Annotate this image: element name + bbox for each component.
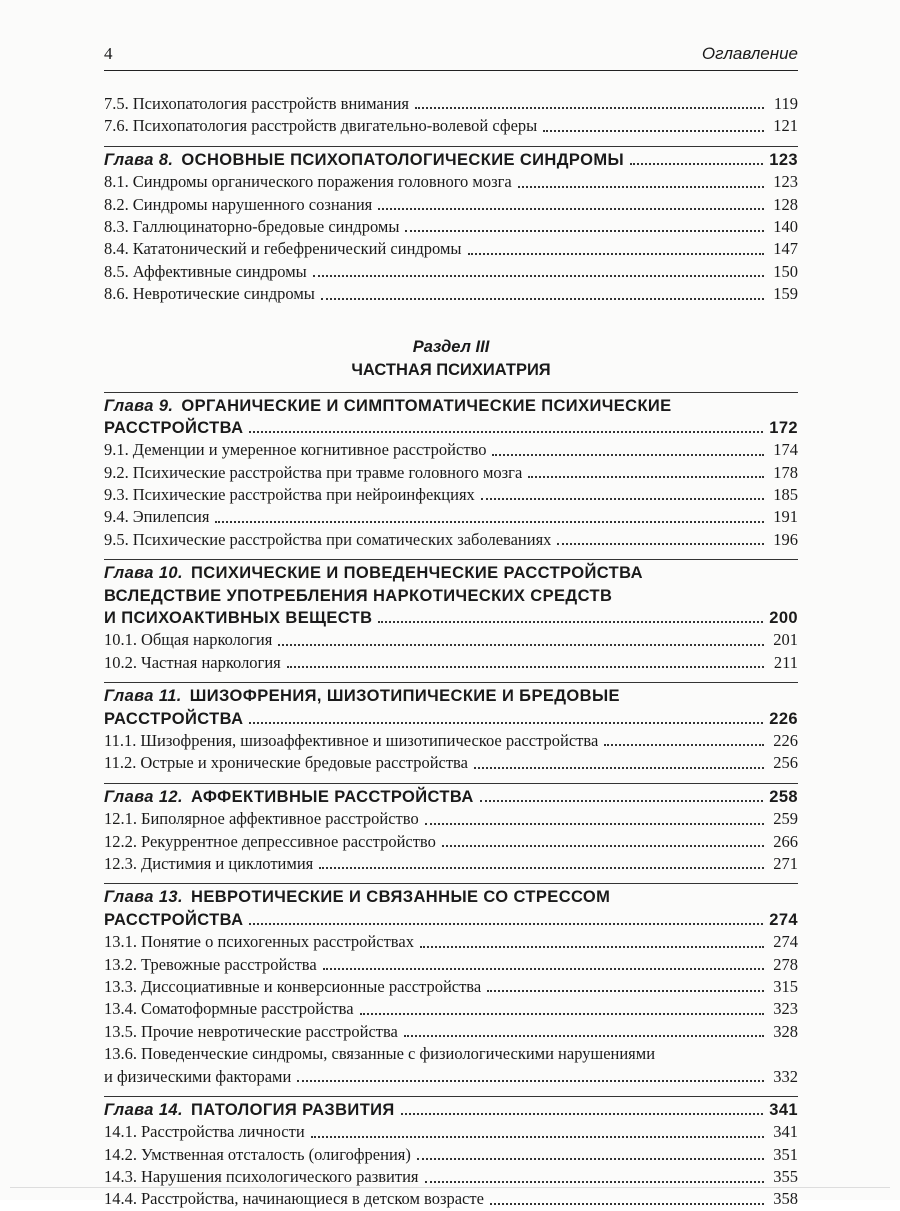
chapter-title-text: ШИЗОФРЕНИЯ, ШИЗОТИПИЧЕСКИЕ И БРЕДОВЫЕ	[189, 687, 620, 706]
toc-entry-number: 7.6.	[104, 116, 129, 136]
leader-dots	[480, 800, 764, 802]
toc-entry-page: 256	[773, 753, 798, 773]
header-rule	[104, 70, 798, 71]
chapter-title-last	[104, 607, 798, 629]
leader-dots	[405, 230, 764, 232]
toc-entry	[104, 831, 798, 853]
toc-entry-title: Эпилепсия	[132, 507, 210, 527]
chapter-label: Глава 13.	[104, 888, 183, 907]
toc-entry-title: Шизофрения, шизоаффективное и шизотипическое расстройства	[140, 731, 599, 751]
leader-dots	[313, 275, 764, 277]
toc-entry-number: 14.1.	[104, 1122, 137, 1142]
toc-entry-page: 150	[773, 261, 798, 281]
toc-entry-title: Нарушения психологического развития	[141, 1167, 419, 1187]
toc-entry	[104, 194, 798, 216]
chapter-block	[104, 392, 798, 552]
leader-dots	[323, 968, 764, 970]
toc-entry	[104, 629, 798, 651]
toc-entry-page: 278	[773, 954, 798, 974]
toc-entry	[104, 998, 798, 1020]
toc-entry	[104, 1043, 798, 1088]
leader-dots	[278, 644, 764, 646]
toc-entry-number: 13.3.	[104, 976, 137, 996]
leader-dots	[487, 990, 764, 992]
toc-entry	[104, 730, 798, 752]
toc-entry-page: 121	[773, 116, 798, 136]
leader-dots	[417, 1158, 764, 1160]
toc-entry	[104, 808, 798, 830]
toc-entry-number: 8.4.	[104, 239, 129, 259]
chapter-title-text: ВСЛЕДСТВИЕ УПОТРЕБЛЕНИЯ НАРКОТИЧЕСКИХ СРЕДСТВ	[104, 586, 613, 605]
chapter-page: 341	[769, 1100, 798, 1119]
leader-dots	[543, 130, 764, 132]
leader-dots	[420, 946, 764, 948]
toc-entry	[104, 506, 798, 528]
toc-entry-title: Прочие невротические расстройства	[141, 1021, 398, 1041]
chapter-block	[104, 1096, 798, 1211]
chapter-title-line	[104, 395, 798, 417]
toc-entry	[104, 261, 798, 283]
toc-entry-number: 7.5.	[104, 93, 129, 113]
chapters-part-a	[104, 146, 798, 306]
chapter-page: 274	[769, 910, 798, 929]
chapter-title-text: ОСНОВНЫЕ ПСИХОПАТОЛОГИЧЕСКИЕ СИНДРОМЫ	[181, 150, 625, 169]
toc-entry-number: 12.3.	[104, 853, 137, 873]
toc-entry-number: 8.6.	[104, 284, 129, 304]
leader-dots	[481, 498, 764, 500]
chapter-block	[104, 883, 798, 1088]
toc-entry-page: 328	[773, 1021, 798, 1041]
toc-entry-page: 196	[773, 529, 798, 549]
leader-dots	[249, 923, 763, 925]
toc-entry-title: Кататонический и гебефренический синдромы	[132, 239, 462, 259]
toc-entry	[104, 954, 798, 976]
toc-entry-number: 8.2.	[104, 194, 129, 214]
toc-entry-title: Синдромы нарушенного сознания	[132, 194, 373, 214]
toc-entry-title: Галлюцинаторно-бредовые синдромы	[132, 216, 400, 236]
section-label: Раздел III	[412, 337, 490, 356]
chapter-title-last	[104, 417, 798, 439]
toc-entry-page: 355	[773, 1167, 798, 1187]
chapter-page: 258	[769, 787, 798, 806]
leader-dots	[311, 1136, 764, 1138]
toc-entry-page: 185	[773, 485, 798, 505]
toc-entry-page: 358	[773, 1189, 798, 1209]
chapter-label: Глава 14.	[104, 1100, 183, 1119]
leader-dots	[287, 666, 764, 668]
chapter-page: 226	[769, 709, 798, 728]
toc-entry-number: 13.4.	[104, 999, 137, 1019]
toc-entry-number: 8.1.	[104, 172, 129, 192]
chapter-label: Глава 12.	[104, 787, 183, 806]
running-title: Оглавление	[701, 44, 798, 63]
toc-entry-number: 10.2.	[104, 652, 137, 672]
chapter-title-text: РАССТРОЙСТВА	[104, 709, 244, 728]
toc-entry-number: 12.2.	[104, 831, 137, 851]
leader-dots	[490, 1203, 764, 1205]
toc-entry	[104, 238, 798, 260]
toc-entry-number: 11.1.	[104, 731, 137, 751]
chapter-title-text: ПСИХИЧЕСКИЕ И ПОВЕДЕНЧЕСКИЕ РАССТРОЙСТВА	[191, 564, 643, 583]
leader-dots	[518, 186, 764, 188]
toc-entry-title: Дистимия и циклотимия	[141, 853, 314, 873]
chapter-block	[104, 146, 798, 306]
section-title: ЧАСТНАЯ ПСИХИАТРИЯ	[351, 360, 551, 379]
chapters-part-b	[104, 392, 798, 1211]
toc-entry-title: Острые и хронические бредовые расстройства	[140, 753, 468, 773]
toc-entry-title: Расстройства личности	[141, 1122, 305, 1142]
chapter-title-line	[104, 149, 798, 171]
toc-entry-title: Психические расстройства при соматических заболеваниях	[132, 529, 552, 549]
toc-entry-number: 13.1.	[104, 932, 137, 952]
toc-entry-number: 10.1.	[104, 630, 137, 650]
leader-dots	[492, 454, 764, 456]
toc-entry	[104, 462, 798, 484]
toc-entry-page: 266	[773, 831, 798, 851]
chapter-title-line	[104, 886, 798, 908]
toc-entry	[104, 1144, 798, 1166]
toc-entry-page: 351	[773, 1144, 798, 1164]
toc-entry-page: 332	[773, 1066, 798, 1086]
leader-dots	[442, 845, 764, 847]
leader-dots	[378, 208, 764, 210]
chapter-block	[104, 559, 798, 674]
toc-entry-title: Психопатология расстройств внимания	[132, 93, 410, 113]
toc-entry-title: Тревожные расстройства	[141, 954, 317, 974]
toc-entry-title: Общая наркология	[141, 630, 273, 650]
toc-entry-page: 211	[773, 652, 798, 672]
leader-dots	[401, 1113, 764, 1115]
toc-entry-number: 14.4.	[104, 1189, 137, 1209]
toc-entry-number: 13.5.	[104, 1021, 137, 1041]
chapter-title-text: РАССТРОЙСТВА	[104, 418, 244, 437]
toc-entry	[104, 1121, 798, 1143]
toc-entry-page: 159	[773, 284, 798, 304]
toc-entry-number: 14.3.	[104, 1167, 137, 1187]
leader-dots	[604, 744, 764, 746]
leader-dots	[249, 431, 763, 433]
toc-entry-title-cont: и физическими факторами	[104, 1066, 292, 1086]
section-heading	[104, 336, 798, 382]
toc-entry	[104, 752, 798, 774]
toc-entry	[104, 976, 798, 998]
leader-dots	[297, 1080, 764, 1082]
leader-dots	[425, 1181, 764, 1183]
leader-dots	[557, 543, 764, 545]
toc-entry	[104, 283, 798, 305]
leader-dots	[415, 107, 764, 109]
chapter-title-line	[104, 585, 798, 607]
toc-entry	[104, 115, 798, 137]
chapter-title-text: ОРГАНИЧЕСКИЕ И СИМПТОМАТИЧЕСКИЕ ПСИХИЧЕСКИЕ	[181, 396, 672, 415]
page-edge	[10, 1187, 890, 1188]
chapter-title-line	[104, 1099, 798, 1121]
toc-entry-page: 147	[773, 239, 798, 259]
toc-entry-title: Невротические синдромы	[132, 284, 315, 304]
toc-entry-page: 315	[773, 976, 798, 996]
toc-entry-number: 14.2.	[104, 1144, 137, 1164]
chapter-title-text: НЕВРОТИЧЕСКИЕ И СВЯЗАННЫЕ СО СТРЕССОМ	[191, 888, 611, 907]
chapter-title-line	[104, 685, 798, 707]
toc-entry-title: Понятие о психогенных расстройствах	[141, 932, 414, 952]
chapter-page: 200	[769, 609, 798, 628]
chapter-title-line	[104, 562, 798, 584]
toc-entry-title: Аффективные синдромы	[132, 261, 307, 281]
chapter-title-text: И ПСИХОАКТИВНЫХ ВЕЩЕСТВ	[104, 609, 373, 628]
pre-items	[104, 93, 798, 138]
toc-entry-title: Биполярное аффективное расстройство	[141, 809, 419, 829]
chapter-page: 172	[769, 418, 798, 437]
toc-entry-number: 9.1.	[104, 440, 129, 460]
toc-entry-page: 226	[773, 731, 798, 751]
toc-entry-page: 274	[773, 932, 798, 952]
toc-entry-title: Расстройства, начинающиеся в детском возрасте	[141, 1189, 484, 1209]
leader-dots	[404, 1035, 764, 1037]
toc-entry-number: 9.4.	[104, 507, 129, 527]
toc-entry-title: Психические расстройства при травме головного мозга	[132, 462, 523, 482]
toc-entry-title: Психические расстройства при нейроинфекциях	[132, 485, 475, 505]
table-of-contents	[104, 93, 798, 1211]
toc-entry	[104, 93, 798, 115]
toc-entry-page: 201	[773, 630, 798, 650]
toc-entry-title: Рекуррентное депрессивное расстройство	[141, 831, 436, 851]
toc-entry-page: 323	[773, 999, 798, 1019]
toc-entry-page: 123	[773, 172, 798, 192]
chapter-label: Глава 9.	[104, 396, 174, 415]
page-number: 4	[104, 44, 113, 63]
chapter-label: Глава 11.	[104, 687, 182, 706]
toc-entry-title: Синдромы органического поражения головного мозга	[132, 172, 512, 192]
toc-entry-page: 259	[773, 809, 798, 829]
toc-entry	[104, 1166, 798, 1188]
chapter-title-text: АФФЕКТИВНЫЕ РАССТРОЙСТВА	[191, 787, 474, 806]
toc-entry-line2	[104, 1066, 798, 1088]
toc-entry-number: 8.3.	[104, 216, 129, 236]
toc-entry	[104, 171, 798, 193]
leader-dots	[319, 867, 764, 869]
toc-entry-title: Соматоформные расстройства	[141, 999, 354, 1019]
toc-entry-title: Поведенческие синдромы, связанные с физиологическими нарушениями	[141, 1044, 656, 1064]
toc-entry	[104, 216, 798, 238]
toc-entry	[104, 853, 798, 875]
toc-entry-number: 11.2.	[104, 753, 137, 773]
chapter-page: 123	[769, 150, 798, 169]
toc-entry-page: 119	[773, 93, 798, 113]
toc-entry-number: 12.1.	[104, 809, 137, 829]
toc-entry-page: 191	[773, 507, 798, 527]
toc-entry-title: Диссоциативные и конверсионные расстройства	[141, 976, 482, 996]
leader-dots	[215, 521, 764, 523]
toc-entry-title: Психопатология расстройств двигательно-волевой сферы	[132, 116, 538, 136]
toc-entry-title: Деменции и умеренное когнитивное расстройство	[132, 440, 487, 460]
chapter-title-text: ПАТОЛОГИЯ РАЗВИТИЯ	[191, 1100, 395, 1119]
toc-entry-page: 271	[773, 853, 798, 873]
toc-entry-title: Умственная отсталость (олигофрения)	[141, 1144, 411, 1164]
toc-entry	[104, 1021, 798, 1043]
leader-dots	[425, 823, 764, 825]
toc-entry-title: Частная наркология	[141, 652, 281, 672]
leader-dots	[528, 476, 764, 478]
leader-dots	[249, 722, 763, 724]
leader-dots	[321, 298, 764, 300]
chapter-block	[104, 682, 798, 775]
toc-entry-page: 174	[773, 440, 798, 460]
leader-dots	[630, 163, 763, 165]
leader-dots	[468, 253, 764, 255]
chapter-block	[104, 783, 798, 876]
chapter-title-text: РАССТРОЙСТВА	[104, 910, 244, 929]
chapter-label: Глава 10.	[104, 564, 183, 583]
chapter-title-line	[104, 786, 798, 808]
leader-dots	[474, 767, 764, 769]
toc-entry-line1	[104, 1043, 798, 1065]
toc-entry	[104, 931, 798, 953]
chapter-title-last	[104, 909, 798, 931]
toc-entry-number: 13.6.	[104, 1044, 137, 1064]
leader-dots	[378, 621, 763, 623]
toc-entry	[104, 652, 798, 674]
toc-entry-number: 13.2.	[104, 954, 137, 974]
toc-entry-page: 128	[773, 194, 798, 214]
toc-entry-page: 341	[773, 1122, 798, 1142]
chapter-title-last	[104, 708, 798, 730]
toc-entry	[104, 439, 798, 461]
toc-entry-number: 8.5.	[104, 261, 129, 281]
toc-entry-number: 9.2.	[104, 462, 129, 482]
chapter-label: Глава 8.	[104, 150, 174, 169]
toc-entry-page: 178	[773, 462, 798, 482]
toc-entry	[104, 484, 798, 506]
toc-entry-number: 9.5.	[104, 529, 129, 549]
leader-dots	[360, 1013, 764, 1015]
toc-entry-number: 9.3.	[104, 485, 129, 505]
toc-entry	[104, 529, 798, 551]
toc-entry-page: 140	[773, 216, 798, 236]
